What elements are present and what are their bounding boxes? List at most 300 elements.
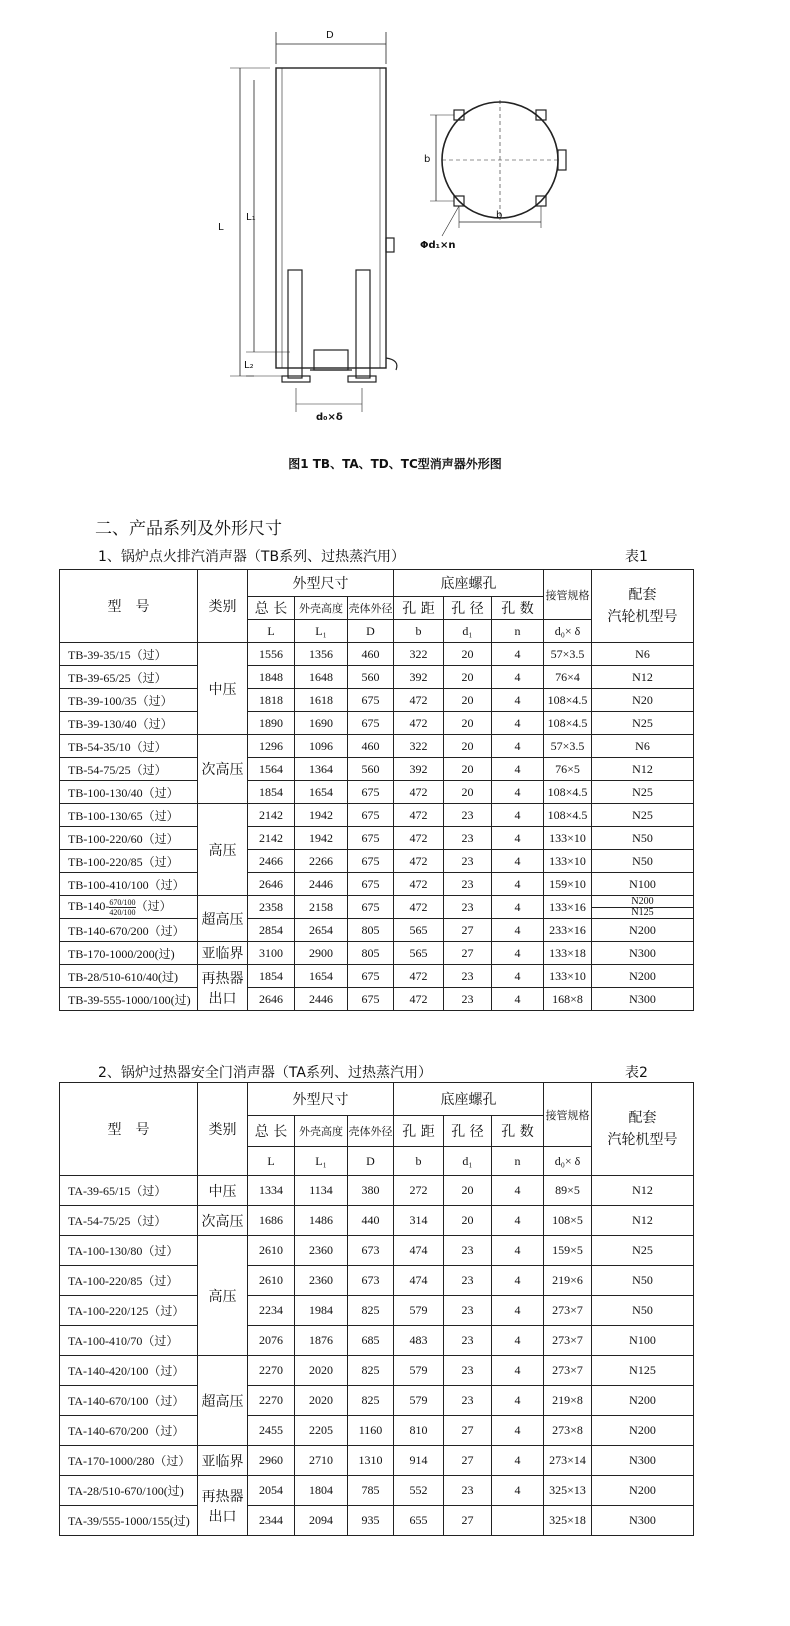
data-cell: 560 bbox=[348, 666, 394, 689]
table-row bbox=[60, 1446, 694, 1476]
model-cell: TB-39-65/25（过） bbox=[60, 666, 198, 689]
data-cell: 1686 bbox=[248, 1206, 295, 1236]
data-cell: 1942 bbox=[295, 827, 348, 850]
data-cell: 1848 bbox=[248, 666, 295, 689]
category-cell: 中压 bbox=[198, 1176, 248, 1206]
data-cell: 2054 bbox=[248, 1476, 295, 1506]
data-cell: N50 bbox=[592, 1266, 694, 1296]
data-cell: 23 bbox=[444, 1386, 492, 1416]
dim-L-label: L bbox=[218, 222, 224, 233]
data-cell: 23 bbox=[444, 827, 492, 850]
model-cell: TA-170-1000/280（过） bbox=[60, 1446, 198, 1476]
data-cell: N12 bbox=[592, 1176, 694, 1206]
category-cell: 亚临界 bbox=[198, 942, 248, 965]
data-cell: 27 bbox=[444, 942, 492, 965]
data-cell: 1296 bbox=[248, 735, 295, 758]
table-row bbox=[60, 712, 694, 735]
header-hole-count: 孔 数 bbox=[492, 1116, 544, 1147]
symbol-b: b bbox=[394, 620, 444, 643]
data-cell: 825 bbox=[348, 1356, 394, 1386]
data-cell: 579 bbox=[394, 1356, 444, 1386]
symbol-d1: d₁ bbox=[444, 1147, 492, 1176]
data-cell: 2610 bbox=[248, 1266, 295, 1296]
data-cell: 460 bbox=[348, 735, 394, 758]
data-cell: 474 bbox=[394, 1236, 444, 1266]
model-cell: TA-140-420/100（过） bbox=[60, 1356, 198, 1386]
data-cell: 1160 bbox=[348, 1416, 394, 1446]
data-cell: 472 bbox=[394, 988, 444, 1011]
data-cell: 4 bbox=[492, 666, 544, 689]
data-cell: 472 bbox=[394, 827, 444, 850]
model-cell: TB-140-670/200（过） bbox=[60, 919, 198, 942]
data-cell: 4 bbox=[492, 988, 544, 1011]
turbine-bottom: N125 bbox=[631, 906, 654, 918]
header-model: 型 号 bbox=[60, 1083, 198, 1176]
data-cell: 20 bbox=[444, 735, 492, 758]
table1-body bbox=[60, 643, 694, 1011]
data-cell: 1654 bbox=[295, 781, 348, 804]
table-row bbox=[60, 1506, 694, 1536]
table-row bbox=[60, 1296, 694, 1326]
category-cell bbox=[198, 1476, 248, 1536]
model-cell: TB-54-75/25（过） bbox=[60, 758, 198, 781]
data-cell: 4 bbox=[492, 850, 544, 873]
category-cell: 高压 bbox=[198, 804, 248, 896]
data-cell: N20 bbox=[592, 689, 694, 712]
data-cell: N6 bbox=[592, 643, 694, 666]
dim-pipe-label: d₀×δ bbox=[316, 412, 343, 423]
header-category: 类别 bbox=[198, 570, 248, 643]
data-cell: 472 bbox=[394, 896, 444, 919]
data-cell: 23 bbox=[444, 1356, 492, 1386]
data-cell: 392 bbox=[394, 758, 444, 781]
data-cell: 2094 bbox=[295, 1506, 348, 1536]
data-cell: 2360 bbox=[295, 1266, 348, 1296]
data-cell: 4 bbox=[492, 735, 544, 758]
data-cell: 825 bbox=[348, 1296, 394, 1326]
data-cell: 472 bbox=[394, 804, 444, 827]
model-cell: TA-39/555-1000/155(过) bbox=[60, 1506, 198, 1536]
data-cell: 57×3.5 bbox=[544, 643, 592, 666]
data-cell: 380 bbox=[348, 1176, 394, 1206]
category-line: 出口 bbox=[208, 990, 237, 1007]
table-row bbox=[60, 896, 694, 919]
data-cell: 23 bbox=[444, 1476, 492, 1506]
model-cell: TB-28/510-610/40(过) bbox=[60, 965, 198, 988]
data-cell: 785 bbox=[348, 1476, 394, 1506]
data-cell: N25 bbox=[592, 1236, 694, 1266]
data-cell: 23 bbox=[444, 804, 492, 827]
data-cell: 472 bbox=[394, 781, 444, 804]
data-cell: 20 bbox=[444, 1176, 492, 1206]
data-cell: 233×16 bbox=[544, 919, 592, 942]
data-cell: 20 bbox=[444, 1206, 492, 1236]
data-cell: 2076 bbox=[248, 1326, 295, 1356]
data-cell: 2142 bbox=[248, 804, 295, 827]
table-row bbox=[60, 1416, 694, 1446]
header-shell-height: 外壳高度 bbox=[295, 597, 348, 620]
data-cell bbox=[492, 1506, 544, 1536]
model-cell: TA-100-220/125（过） bbox=[60, 1296, 198, 1326]
data-cell: 1486 bbox=[295, 1206, 348, 1236]
data-cell: 108×4.5 bbox=[544, 804, 592, 827]
data-cell: 4 bbox=[492, 1176, 544, 1206]
header-hole-distance: 孔 距 bbox=[394, 1116, 444, 1147]
data-cell: 273×8 bbox=[544, 1416, 592, 1446]
symbol-pipe: d₀× δ bbox=[544, 620, 592, 643]
model-cell: TB-100-220/85（过） bbox=[60, 850, 198, 873]
table1-title: 1、锅炉点火排汽消声器（TB系列、过热蒸汽用） bbox=[98, 549, 406, 565]
data-cell: 4 bbox=[492, 1476, 544, 1506]
data-cell: 579 bbox=[394, 1296, 444, 1326]
data-cell: 23 bbox=[444, 850, 492, 873]
fraction-top: 670/100 bbox=[109, 897, 136, 907]
data-cell: 805 bbox=[348, 919, 394, 942]
data-cell: 23 bbox=[444, 988, 492, 1011]
data-cell: 57×3.5 bbox=[544, 735, 592, 758]
model-cell bbox=[60, 896, 198, 919]
data-cell: 108×5 bbox=[544, 1206, 592, 1236]
header-hole-count: 孔 数 bbox=[492, 597, 544, 620]
dim-b-left-label: b bbox=[424, 154, 431, 165]
data-cell: 1984 bbox=[295, 1296, 348, 1326]
data-cell: 675 bbox=[348, 804, 394, 827]
model-cell: TA-39-65/15（过） bbox=[60, 1176, 198, 1206]
data-cell: 1804 bbox=[295, 1476, 348, 1506]
table-row bbox=[60, 965, 694, 988]
data-cell: N200 bbox=[592, 965, 694, 988]
data-cell: 159×10 bbox=[544, 873, 592, 896]
data-cell: N12 bbox=[592, 1206, 694, 1236]
data-cell: 565 bbox=[394, 942, 444, 965]
table-row bbox=[60, 1266, 694, 1296]
table-row bbox=[60, 1356, 694, 1386]
data-cell: N12 bbox=[592, 758, 694, 781]
table2-body bbox=[60, 1176, 694, 1536]
header-model: 型 号 bbox=[60, 570, 198, 643]
category-cell: 亚临界 bbox=[198, 1446, 248, 1476]
data-cell: N6 bbox=[592, 735, 694, 758]
bolt-hole-label: Φd₁×n bbox=[420, 240, 456, 251]
model-fraction bbox=[109, 898, 135, 917]
data-cell: 4 bbox=[492, 643, 544, 666]
data-cell: 825 bbox=[348, 1386, 394, 1416]
category-line: 出口 bbox=[208, 1508, 237, 1525]
data-cell: 392 bbox=[394, 666, 444, 689]
data-cell: 2020 bbox=[295, 1356, 348, 1386]
data-cell: 4 bbox=[492, 827, 544, 850]
data-cell: 133×16 bbox=[544, 896, 592, 919]
category-cell bbox=[198, 965, 248, 1011]
data-cell: 4 bbox=[492, 1236, 544, 1266]
category-cell: 次高压 bbox=[198, 735, 248, 804]
data-cell: 168×8 bbox=[544, 988, 592, 1011]
data-cell: 1654 bbox=[295, 965, 348, 988]
data-cell: 27 bbox=[444, 1506, 492, 1536]
data-cell: 322 bbox=[394, 735, 444, 758]
category-cell: 次高压 bbox=[198, 1206, 248, 1236]
table-row bbox=[60, 827, 694, 850]
model-suffix: （过） bbox=[135, 899, 172, 914]
data-cell: N25 bbox=[592, 781, 694, 804]
data-cell: 2710 bbox=[295, 1446, 348, 1476]
data-cell: 1364 bbox=[295, 758, 348, 781]
data-cell: 805 bbox=[348, 942, 394, 965]
data-cell: 1818 bbox=[248, 689, 295, 712]
table-row bbox=[60, 804, 694, 827]
data-cell: 2854 bbox=[248, 919, 295, 942]
data-cell: 2446 bbox=[295, 873, 348, 896]
data-cell: 4 bbox=[492, 942, 544, 965]
data-cell: 23 bbox=[444, 965, 492, 988]
table-row bbox=[60, 1176, 694, 1206]
data-cell: N50 bbox=[592, 1296, 694, 1326]
data-cell: 2344 bbox=[248, 1506, 295, 1536]
data-cell: 4 bbox=[492, 873, 544, 896]
data-cell: 2455 bbox=[248, 1416, 295, 1446]
symbol-pipe: d₀× δ bbox=[544, 1147, 592, 1176]
data-cell: 2158 bbox=[295, 896, 348, 919]
data-cell: 472 bbox=[394, 712, 444, 735]
header-base-bolt: 底座螺孔 bbox=[394, 1083, 544, 1116]
header-base-bolt: 底座螺孔 bbox=[394, 570, 544, 597]
data-cell: 472 bbox=[394, 873, 444, 896]
header-outer-size: 外型尺寸 bbox=[248, 570, 394, 597]
data-cell: 23 bbox=[444, 1236, 492, 1266]
category-line: 再热器 bbox=[201, 970, 244, 987]
data-cell: 675 bbox=[348, 988, 394, 1011]
table-row bbox=[60, 666, 694, 689]
table-row bbox=[60, 850, 694, 873]
data-cell: 2205 bbox=[295, 1416, 348, 1446]
data-cell: 314 bbox=[394, 1206, 444, 1236]
header-total-length: 总 长 bbox=[248, 597, 295, 620]
table-row bbox=[60, 1206, 694, 1236]
data-cell: 273×7 bbox=[544, 1326, 592, 1356]
data-cell: 1854 bbox=[248, 781, 295, 804]
data-cell: 1690 bbox=[295, 712, 348, 735]
data-cell: 675 bbox=[348, 712, 394, 735]
data-cell: 4 bbox=[492, 1356, 544, 1386]
data-cell: 27 bbox=[444, 919, 492, 942]
data-cell: 133×10 bbox=[544, 965, 592, 988]
data-cell: N100 bbox=[592, 1326, 694, 1356]
table-row bbox=[60, 781, 694, 804]
table-row bbox=[60, 988, 694, 1011]
data-cell: 20 bbox=[444, 781, 492, 804]
data-cell: 4 bbox=[492, 1386, 544, 1416]
category-cell: 超高压 bbox=[198, 896, 248, 942]
data-cell: 1310 bbox=[348, 1446, 394, 1476]
data-cell: 675 bbox=[348, 896, 394, 919]
table-row bbox=[60, 689, 694, 712]
header-category: 类别 bbox=[198, 1083, 248, 1176]
data-cell: 2142 bbox=[248, 827, 295, 850]
table-row bbox=[60, 919, 694, 942]
data-cell: 1556 bbox=[248, 643, 295, 666]
data-cell: 27 bbox=[444, 1446, 492, 1476]
data-cell: 133×18 bbox=[544, 942, 592, 965]
data-cell: 472 bbox=[394, 689, 444, 712]
data-cell: 23 bbox=[444, 1296, 492, 1326]
header-pipe: 接管规格 bbox=[544, 1083, 592, 1147]
header-shell-height: 外壳高度 bbox=[295, 1116, 348, 1147]
table-row bbox=[60, 1386, 694, 1416]
data-cell: 23 bbox=[444, 896, 492, 919]
data-cell: 4 bbox=[492, 689, 544, 712]
table-row bbox=[60, 942, 694, 965]
model-cell: TB-54-35/10（过） bbox=[60, 735, 198, 758]
symbol-b: b bbox=[394, 1147, 444, 1176]
data-cell: 108×4.5 bbox=[544, 781, 592, 804]
category-cell: 高压 bbox=[198, 1236, 248, 1356]
data-cell: 4 bbox=[492, 712, 544, 735]
data-cell: 472 bbox=[394, 850, 444, 873]
data-cell: 673 bbox=[348, 1266, 394, 1296]
symbol-L: L bbox=[248, 1147, 295, 1176]
symbol-L: L bbox=[248, 620, 295, 643]
data-cell: 675 bbox=[348, 873, 394, 896]
header-hole-distance: 孔 距 bbox=[394, 597, 444, 620]
data-cell: N25 bbox=[592, 804, 694, 827]
data-cell: 108×4.5 bbox=[544, 712, 592, 735]
data-cell: 219×8 bbox=[544, 1386, 592, 1416]
data-cell: 2646 bbox=[248, 988, 295, 1011]
data-cell: 133×10 bbox=[544, 827, 592, 850]
figure-caption: 图1 TB、TA、TD、TC型消声器外形图 bbox=[288, 457, 502, 471]
data-cell: 2358 bbox=[248, 896, 295, 919]
model-cell: TB-170-1000/200(过) bbox=[60, 942, 198, 965]
model-prefix: TB-140- bbox=[68, 899, 110, 914]
data-cell: 2610 bbox=[248, 1236, 295, 1266]
data-cell: 675 bbox=[348, 850, 394, 873]
data-cell: 2900 bbox=[295, 942, 348, 965]
data-cell: N200 bbox=[592, 1476, 694, 1506]
data-cell: 810 bbox=[394, 1416, 444, 1446]
data-cell: 4 bbox=[492, 896, 544, 919]
model-cell: TB-39-35/15（过） bbox=[60, 643, 198, 666]
data-cell: 23 bbox=[444, 1266, 492, 1296]
data-cell: N12 bbox=[592, 666, 694, 689]
table-row bbox=[60, 873, 694, 896]
data-cell: 1334 bbox=[248, 1176, 295, 1206]
data-cell: 1890 bbox=[248, 712, 295, 735]
data-cell: 2270 bbox=[248, 1356, 295, 1386]
table-row bbox=[60, 643, 694, 666]
data-cell: 2960 bbox=[248, 1446, 295, 1476]
dim-b-bottom-label: b bbox=[496, 210, 503, 221]
data-cell: 1648 bbox=[295, 666, 348, 689]
data-cell: 23 bbox=[444, 1326, 492, 1356]
data-cell: N300 bbox=[592, 942, 694, 965]
data-cell: 20 bbox=[444, 758, 492, 781]
header-total-length: 总 长 bbox=[248, 1116, 295, 1147]
data-cell: 273×7 bbox=[544, 1296, 592, 1326]
data-cell: N300 bbox=[592, 1506, 694, 1536]
data-cell: 20 bbox=[444, 666, 492, 689]
data-cell: 483 bbox=[394, 1326, 444, 1356]
header-shell-diameter: 壳体外径 bbox=[348, 597, 394, 620]
data-cell: 76×4 bbox=[544, 666, 592, 689]
model-cell: TB-100-220/60（过） bbox=[60, 827, 198, 850]
data-cell: 1134 bbox=[295, 1176, 348, 1206]
data-cell: 76×5 bbox=[544, 758, 592, 781]
model-cell: TA-140-670/100（过） bbox=[60, 1386, 198, 1416]
table1 bbox=[59, 569, 694, 1011]
data-cell: 2020 bbox=[295, 1386, 348, 1416]
model-cell: TA-100-130/80（过） bbox=[60, 1236, 198, 1266]
data-cell: 4 bbox=[492, 1266, 544, 1296]
data-cell: 2646 bbox=[248, 873, 295, 896]
data-cell: 675 bbox=[348, 781, 394, 804]
data-cell: N300 bbox=[592, 1446, 694, 1476]
data-cell: 20 bbox=[444, 689, 492, 712]
data-cell: 273×7 bbox=[544, 1356, 592, 1386]
data-cell: 1854 bbox=[248, 965, 295, 988]
dim-L1-label: L₁ bbox=[246, 212, 256, 223]
data-cell: 27 bbox=[444, 1416, 492, 1446]
model-cell: TB-100-130/65（过） bbox=[60, 804, 198, 827]
data-cell: N125 bbox=[592, 1356, 694, 1386]
symbol-d1: d₁ bbox=[444, 620, 492, 643]
data-cell: 20 bbox=[444, 643, 492, 666]
table-row bbox=[60, 1476, 694, 1506]
data-cell: 2360 bbox=[295, 1236, 348, 1266]
data-cell: 579 bbox=[394, 1386, 444, 1416]
data-cell: N50 bbox=[592, 827, 694, 850]
data-cell: 472 bbox=[394, 965, 444, 988]
data-cell: 474 bbox=[394, 1266, 444, 1296]
model-cell: TA-140-670/200（过） bbox=[60, 1416, 198, 1446]
data-cell: N200 bbox=[592, 1416, 694, 1446]
data-cell: 23 bbox=[444, 873, 492, 896]
header-turbine: 配套 汽轮机型号 bbox=[592, 570, 694, 643]
table-row bbox=[60, 1236, 694, 1266]
symbol-n: n bbox=[492, 620, 544, 643]
data-cell: 914 bbox=[394, 1446, 444, 1476]
table-row bbox=[60, 735, 694, 758]
data-cell: 159×5 bbox=[544, 1236, 592, 1266]
header-turbine: 配套 汽轮机型号 bbox=[592, 1083, 694, 1176]
data-cell: 4 bbox=[492, 758, 544, 781]
model-cell: TB-100-130/40（过） bbox=[60, 781, 198, 804]
data-cell: 2654 bbox=[295, 919, 348, 942]
data-cell: 4 bbox=[492, 1206, 544, 1236]
symbol-D: D bbox=[348, 620, 394, 643]
data-cell: 1618 bbox=[295, 689, 348, 712]
data-cell: 2266 bbox=[295, 850, 348, 873]
fraction-bottom: 420/100 bbox=[109, 907, 136, 917]
data-cell: 325×18 bbox=[544, 1506, 592, 1536]
data-cell: 673 bbox=[348, 1236, 394, 1266]
data-cell: 1096 bbox=[295, 735, 348, 758]
table-row bbox=[60, 758, 694, 781]
header-outer-size: 外型尺寸 bbox=[248, 1083, 394, 1116]
data-cell: 935 bbox=[348, 1506, 394, 1536]
model-cell: TB-100-410/100（过） bbox=[60, 873, 198, 896]
data-cell: 565 bbox=[394, 919, 444, 942]
data-cell: 108×4.5 bbox=[544, 689, 592, 712]
header-pipe: 接管规格 bbox=[544, 570, 592, 620]
data-cell: 675 bbox=[348, 689, 394, 712]
section-title: 二、产品系列及外形尺寸 bbox=[95, 519, 282, 539]
data-cell: 2466 bbox=[248, 850, 295, 873]
dim-D-label: D bbox=[326, 30, 334, 41]
symbol-L1: L₁ bbox=[295, 620, 348, 643]
symbol-n: n bbox=[492, 1147, 544, 1176]
data-cell: N300 bbox=[592, 988, 694, 1011]
data-cell: 655 bbox=[394, 1506, 444, 1536]
